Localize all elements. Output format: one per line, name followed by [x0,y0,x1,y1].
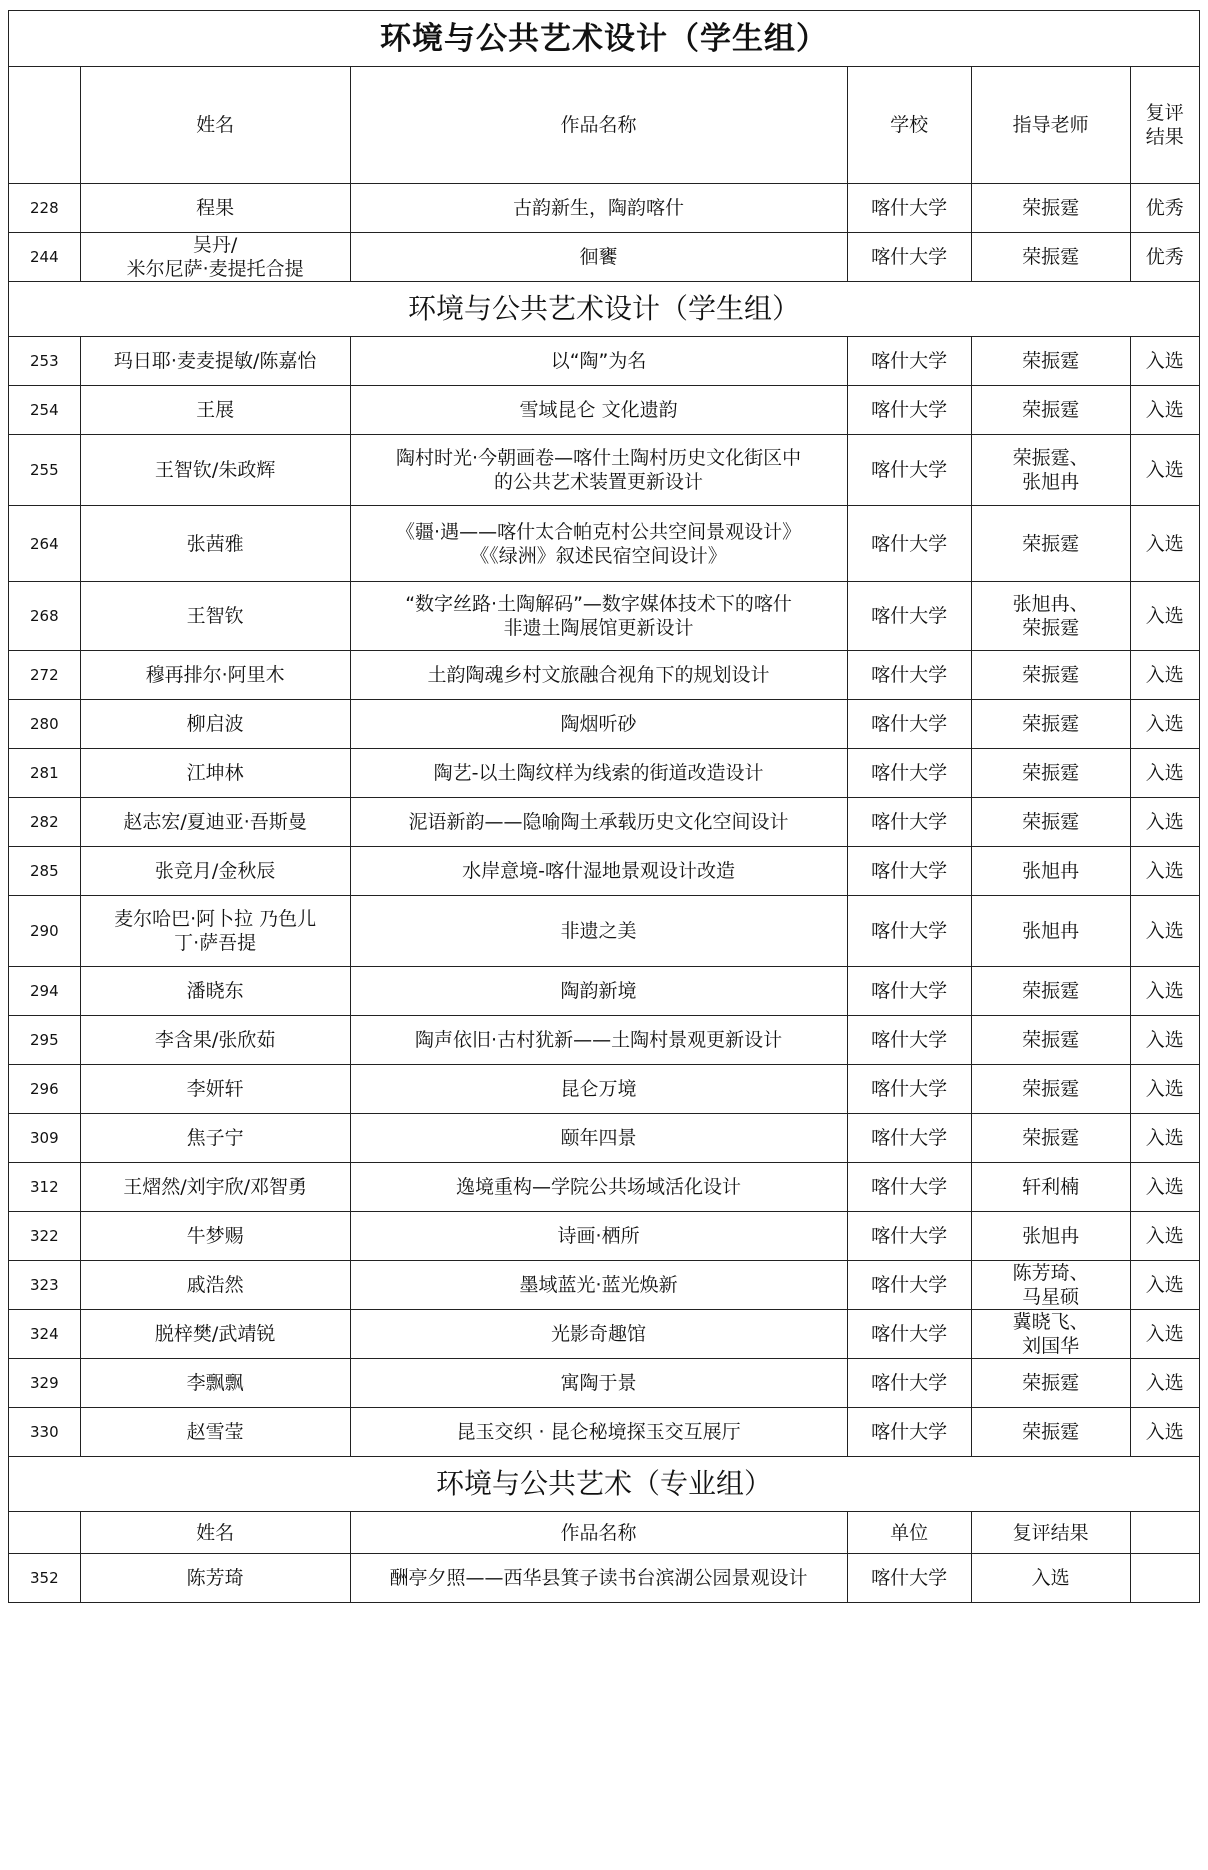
entry-school: 喀什大学 [847,337,971,386]
entry-teacher: 荣振霆 [971,184,1130,233]
entry-teacher: 荣振霆 [971,1016,1130,1065]
table-row [9,1212,1200,1261]
entry-name: 张茜雅 [80,506,350,582]
entry-work: 非遗之美 [350,896,847,967]
entry-work: 逸境重构—学院公共场域活化设计 [350,1163,847,1212]
entry-unit: 喀什大学 [847,1554,971,1603]
entry-result: 入选 [1130,700,1199,749]
entry-teacher: 冀晓飞、 刘国华 [971,1310,1130,1359]
entry-name: 戚浩然 [80,1261,350,1310]
entry-id: 323 [9,1261,81,1310]
entry-id: 272 [9,651,81,700]
entry-id: 352 [9,1554,81,1603]
entry-result: 入选 [1130,749,1199,798]
entry-id: 254 [9,386,81,435]
entry-teacher: 荣振霆 [971,233,1130,282]
entry-result: 入选 [1130,1016,1199,1065]
table-row [9,798,1200,847]
section-title-text: 环境与公共艺术设计（学生组） [9,11,1200,67]
entry-name: 吴丹/ 米尔尼萨·麦提托合提 [80,233,350,282]
entry-work: 陶韵新境 [350,967,847,1016]
entry-result: 入选 [1130,847,1199,896]
entry-id: 290 [9,896,81,967]
entry-name: 焦子宁 [80,1114,350,1163]
entry-teacher: 荣振霆、 张旭冉 [971,435,1130,506]
entry-school: 喀什大学 [847,1408,971,1457]
entry-result: 优秀 [1130,184,1199,233]
entry-name: 赵志宏/夏迪亚·吾斯曼 [80,798,350,847]
entry-id: 244 [9,233,81,282]
entry-id: 322 [9,1212,81,1261]
entry-school: 喀什大学 [847,1261,971,1310]
entry-work: 酬亭夕照——西华县箕子读书台滨湖公园景观设计 [350,1554,847,1603]
entry-id: 330 [9,1408,81,1457]
entry-id: 324 [9,1310,81,1359]
entry-id: 255 [9,435,81,506]
entry-school: 喀什大学 [847,700,971,749]
entry-id: 268 [9,582,81,651]
entry-school: 喀什大学 [847,798,971,847]
entry-work: 土韵陶魂乡村文旅融合视角下的规划设计 [350,651,847,700]
entry-teacher: 荣振霆 [971,337,1130,386]
entry-teacher: 轩利楠 [971,1163,1130,1212]
entry-teacher: 张旭冉 [971,847,1130,896]
entry-work: 昆玉交织 · 昆仑秘境探玉交互展厅 [350,1408,847,1457]
entry-school: 喀什大学 [847,749,971,798]
entry-work: 陶艺-以土陶纹样为线索的街道改造设计 [350,749,847,798]
entry-teacher: 陈芳琦、 马星硕 [971,1261,1130,1310]
entry-result: 入选 [1130,1163,1199,1212]
entry-id: 295 [9,1016,81,1065]
entry-name: 牛梦赐 [80,1212,350,1261]
entry-school: 喀什大学 [847,582,971,651]
entry-school: 喀什大学 [847,435,971,506]
entry-school: 喀什大学 [847,1114,971,1163]
entry-id: 329 [9,1359,81,1408]
entry-work: 昆仑万境 [350,1065,847,1114]
entry-result: 入选 [1130,1261,1199,1310]
entry-teacher: 荣振霆 [971,700,1130,749]
entry-name: 赵雪莹 [80,1408,350,1457]
entry-result: 入选 [971,1554,1130,1603]
entry-teacher: 荣振霆 [971,386,1130,435]
entry-id: 309 [9,1114,81,1163]
table-row [9,967,1200,1016]
header-teacher: 指导老师 [971,67,1130,184]
entry-empty [1130,1554,1199,1603]
entry-id: 296 [9,1065,81,1114]
section-title [9,282,1200,337]
entry-school: 喀什大学 [847,896,971,967]
entry-result: 入选 [1130,582,1199,651]
entry-name: 程果 [80,184,350,233]
entry-work: 陶村时光·今朝画卷—喀什土陶村历史文化街区中 的公共艺术装置更新设计 [350,435,847,506]
entry-teacher: 荣振霆 [971,651,1130,700]
entry-name: 江坤林 [80,749,350,798]
entry-name: 穆再排尔·阿里木 [80,651,350,700]
table-row [9,1310,1200,1359]
entry-id: 282 [9,798,81,847]
entry-work: 徊饔 [350,233,847,282]
entry-name: 王熠然/刘宇欣/邓智勇 [80,1163,350,1212]
entry-work: 颐年四景 [350,1114,847,1163]
entry-teacher: 张旭冉 [971,896,1130,967]
entry-result: 入选 [1130,967,1199,1016]
entry-id: 285 [9,847,81,896]
header-id-cell [9,1512,81,1554]
header-row [9,1512,1200,1554]
entry-result: 入选 [1130,1408,1199,1457]
section-title-text: 环境与公共艺术设计（学生组） [9,282,1200,337]
table-row [9,435,1200,506]
table-row [9,1408,1200,1457]
entry-teacher: 荣振霆 [971,749,1130,798]
entry-work: 陶烟听砂 [350,700,847,749]
entry-teacher: 荣振霆 [971,506,1130,582]
entry-work: 古韵新生，陶韵喀什 [350,184,847,233]
header-id-cell [9,67,81,184]
entry-id: 281 [9,749,81,798]
table-row [9,1016,1200,1065]
section-title [9,11,1200,67]
table-row [9,1114,1200,1163]
entry-school: 喀什大学 [847,1310,971,1359]
entry-result: 入选 [1130,337,1199,386]
entry-name: 李妍轩 [80,1065,350,1114]
entry-result: 入选 [1130,435,1199,506]
table-row [9,506,1200,582]
table-row [9,1554,1200,1603]
entry-name: 王展 [80,386,350,435]
entry-id: 312 [9,1163,81,1212]
entry-teacher: 荣振霆 [971,1065,1130,1114]
entry-id: 228 [9,184,81,233]
entry-id: 253 [9,337,81,386]
entry-school: 喀什大学 [847,1065,971,1114]
entry-teacher: 荣振霆 [971,967,1130,1016]
table-row [9,582,1200,651]
table-row [9,1261,1200,1310]
entry-teacher: 荣振霆 [971,1114,1130,1163]
entry-school: 喀什大学 [847,651,971,700]
entry-work: 陶声依旧·古村犹新——土陶村景观更新设计 [350,1016,847,1065]
entry-name: 李飘飘 [80,1359,350,1408]
table-row [9,700,1200,749]
table-row [9,337,1200,386]
table-row [9,1065,1200,1114]
entry-result: 入选 [1130,1359,1199,1408]
entry-teacher: 张旭冉、 荣振霆 [971,582,1130,651]
entry-school: 喀什大学 [847,1016,971,1065]
table-row [9,1163,1200,1212]
entry-work: 《疆·遇——喀什太合帕克村公共空间景观设计》 《《绿洲》叙述民宿空间设计》 [350,506,847,582]
header-result: 复评结果 [971,1512,1130,1554]
table-row [9,896,1200,967]
entry-result: 入选 [1130,506,1199,582]
table-row [9,386,1200,435]
section-title [9,1457,1200,1512]
table-row [9,847,1200,896]
entry-school: 喀什大学 [847,506,971,582]
entry-result: 入选 [1130,896,1199,967]
entry-name: 王智钦/朱政辉 [80,435,350,506]
entry-work: 诗画·栖所 [350,1212,847,1261]
entry-teacher: 张旭冉 [971,1212,1130,1261]
entry-teacher: 荣振霆 [971,1408,1130,1457]
entry-name: 李含果/张欣茹 [80,1016,350,1065]
header-unit: 单位 [847,1512,971,1554]
entry-id: 294 [9,967,81,1016]
entry-work: 寓陶于景 [350,1359,847,1408]
entry-name: 张竞月/金秋辰 [80,847,350,896]
entry-result: 入选 [1130,1310,1199,1359]
entry-name: 脱梓樊/武靖锐 [80,1310,350,1359]
entry-school: 喀什大学 [847,1163,971,1212]
entry-school: 喀什大学 [847,1212,971,1261]
header-work: 作品名称 [350,1512,847,1554]
entry-school: 喀什大学 [847,967,971,1016]
table-row [9,184,1200,233]
entry-result: 入选 [1130,798,1199,847]
entry-work: 水岸意境-喀什湿地景观设计改造 [350,847,847,896]
results-table [8,10,1200,1603]
entry-name: 柳启波 [80,700,350,749]
entry-result: 入选 [1130,1065,1199,1114]
header-work: 作品名称 [350,67,847,184]
entry-name: 玛日耶·麦麦提敏/陈嘉怡 [80,337,350,386]
header-name: 姓名 [80,67,350,184]
entry-teacher: 荣振霆 [971,1359,1130,1408]
entry-work: 泥语新韵——隐喻陶土承载历史文化空间设计 [350,798,847,847]
header-school: 学校 [847,67,971,184]
entry-teacher: 荣振霆 [971,798,1130,847]
entry-name: 王智钦 [80,582,350,651]
table-row [9,1359,1200,1408]
entry-result: 入选 [1130,1114,1199,1163]
entry-school: 喀什大学 [847,233,971,282]
entry-work: 雪域昆仑 文化遗韵 [350,386,847,435]
entry-id: 280 [9,700,81,749]
header-row [9,67,1200,184]
entry-work: 光影奇趣馆 [350,1310,847,1359]
entry-name: 麦尔哈巴·阿卜拉 乃色儿 丁·萨吾提 [80,896,350,967]
entry-name: 潘晓东 [80,967,350,1016]
entry-work: “数字丝路·土陶解码”—数字媒体技术下的喀什 非遗土陶展馆更新设计 [350,582,847,651]
section-title-text: 环境与公共艺术（专业组） [9,1457,1200,1512]
table-row [9,233,1200,282]
entry-id: 264 [9,506,81,582]
entry-result: 入选 [1130,386,1199,435]
entry-name: 陈芳琦 [80,1554,350,1603]
entry-school: 喀什大学 [847,184,971,233]
header-empty [1130,1512,1199,1554]
table-row [9,651,1200,700]
entry-result: 入选 [1130,651,1199,700]
entry-result: 入选 [1130,1212,1199,1261]
header-name: 姓名 [80,1512,350,1554]
entry-work: 墨域蓝光·蓝光焕新 [350,1261,847,1310]
entry-result: 优秀 [1130,233,1199,282]
table-row [9,749,1200,798]
entry-school: 喀什大学 [847,386,971,435]
entry-work: 以“陶”为名 [350,337,847,386]
entry-school: 喀什大学 [847,1359,971,1408]
header-result: 复评 结果 [1130,67,1199,184]
entry-school: 喀什大学 [847,847,971,896]
